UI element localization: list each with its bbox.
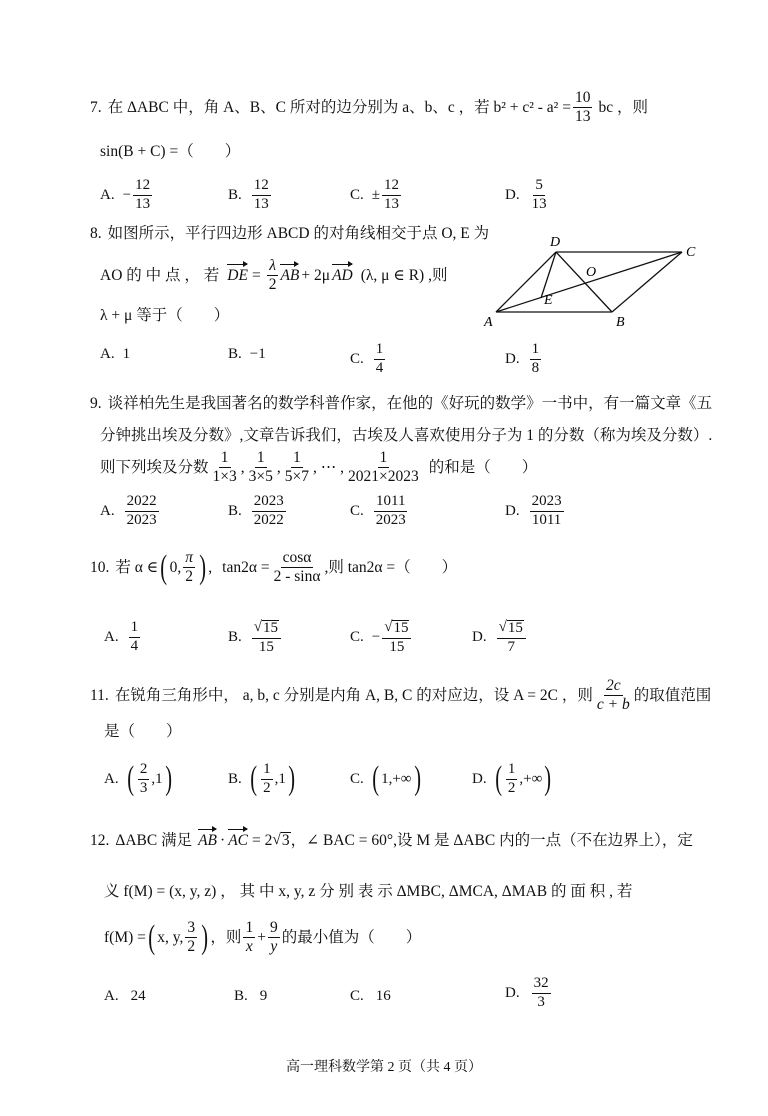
- q11-option-c: C. ( 1,+∞ ): [350, 760, 421, 797]
- parallelogram-figure: [480, 232, 710, 332]
- label-e: E: [544, 293, 553, 308]
- vector-ab: AB: [280, 267, 300, 285]
- q11-line2: 是（ ）: [104, 723, 182, 740]
- q9-option-c: C. $\frac{1011}{2023}$: [350, 493, 406, 528]
- q12-line2: 义 f(M) = (x, y, z) ， 其 中 x, y, z 分 别 表 示 ΔMBC, ΔMCA, ΔMAB 的 面 积 , 若: [104, 883, 633, 900]
- q8-option-a: A. 1: [100, 346, 131, 362]
- q9-line2: 分钟挑出埃及分数》,文章告诉我们，古埃及人喜欢使用分子为 1 的分数（称为埃及分数）.: [100, 427, 713, 444]
- q7-text: 在 ΔABC 中，角 A、B、C 所对的边分别为 a、b、c ，若 b² + c² - a² =: [107, 99, 571, 117]
- q9-option-b: B. $\frac{2023}{2022}$: [228, 493, 284, 528]
- q8-line1: 8. 如图所示，平行四边形 ABCD 的对角线相交于点 O, E 为: [90, 225, 490, 242]
- edge-bc: [612, 252, 682, 312]
- q7-option-c: C. ± $\frac{12}{13}$: [350, 177, 399, 212]
- q10-option-d: D. √ 15 7: [472, 620, 528, 656]
- q8-option-b: B. −1: [228, 346, 266, 362]
- q11-line1: 11. 在锐角三角形中， a, b, c 分别是内角 A, B, C 的对应边，设 A = 2C ，则 $\frac{2c}{c + b}$ 的取值范围: [90, 677, 712, 714]
- q8-line2: AO 的 中 点 ， 若 DE = $\frac{\lambda}{2}$ AB + 2μ AD (λ, μ ∈ R) ,则: [100, 257, 448, 294]
- q7-line1: [90, 90, 648, 126]
- q8-option-c: C. $\frac{1}{4}$: [350, 341, 384, 376]
- q9-option-d: D. $\frac{2023}{1011}$: [505, 493, 562, 528]
- q12-option-d: D. $\frac{32}{3}$: [505, 975, 549, 1010]
- q7-fraction: $\frac{10}{13}$: [574, 89, 591, 126]
- q8-line3: λ + μ 等于（ ）: [100, 307, 230, 324]
- q8-option-d: D. $\frac{1}{8}$: [505, 341, 540, 376]
- diagonal-ac: [496, 252, 682, 312]
- q7-number: 7.: [90, 99, 102, 117]
- vector-de: DE: [227, 267, 248, 285]
- label-b: B: [616, 315, 625, 330]
- q12-option-c: C. 16: [350, 988, 391, 1004]
- q9-line3: 则下列埃及分数 $\frac{1}{1\times 3}$ , $\frac{1}{3\times 5}$ , $\frac{1}{5\times 7}$ , ⋯ , $\frac{1}{2021\times 2023}$ 的和是（ ）: [100, 449, 538, 486]
- label-a: A: [484, 315, 493, 330]
- q10-option-a: A. $\frac{1}{4}$: [104, 619, 139, 654]
- q12-option-a: A. 24: [104, 988, 146, 1004]
- page-footer: 高一理科数学第 2 页（共 4 页）: [286, 1060, 482, 1075]
- q7-option-a: A. − $\frac{12}{13}$: [100, 177, 151, 212]
- q7-option-b: B. $\frac{12}{13}$: [228, 177, 269, 212]
- q12-option-b: B. 9: [234, 988, 268, 1004]
- q10-line: 10. 若 α ∈ ( 0, $\frac{\pi}{2}$ ) , tan2α = $\frac{\cos\alpha}{2 - \sin\alpha}$ ,则 tan2α =（ ）: [90, 548, 458, 586]
- q12-line3: f(M) = ( x, y, $\frac{3}{2}$ ) ，则 $\frac{1}{x}$ + $\frac{9}{y}$ 的最小值为（ ）: [104, 918, 422, 956]
- label-o: O: [586, 265, 597, 280]
- q10-option-c: C. − √ 15 15: [350, 620, 413, 656]
- diagonal-bd: [556, 252, 612, 312]
- label-c: C: [686, 245, 696, 260]
- q11-option-a: A. ( $\frac{2}{3}$ ,1 ): [104, 760, 172, 798]
- q11-option-b: B. ( $\frac{1}{2}$ ,1 ): [228, 760, 295, 798]
- q7-option-d: D. $\frac{5}{13}$: [505, 177, 547, 212]
- q7-line2: sin(B + C) =（ ）: [100, 143, 241, 160]
- q7-text-tail: bc ，则: [598, 99, 648, 117]
- q11-option-d: D. ( $\frac{1}{2}$ ,+∞ ): [472, 760, 552, 798]
- q9-option-a: A. $\frac{2022}{2023}$: [100, 493, 157, 528]
- q10-option-b: B. √ 15 15: [228, 620, 283, 656]
- label-d: D: [550, 235, 561, 250]
- q9-line1: 9. 谈祥柏先生是我国著名的数学科普作家，在他的《好玩的数学》一书中，有一篇文章《五: [90, 395, 713, 412]
- vector-ad: AD: [332, 267, 353, 285]
- q12-line1: 12. ΔABC 满足 AB · AC = 2 √ 3 ，∠ BAC = 60°,设 M 是 ΔABC 内的一点（不在边界上），定: [90, 831, 693, 849]
